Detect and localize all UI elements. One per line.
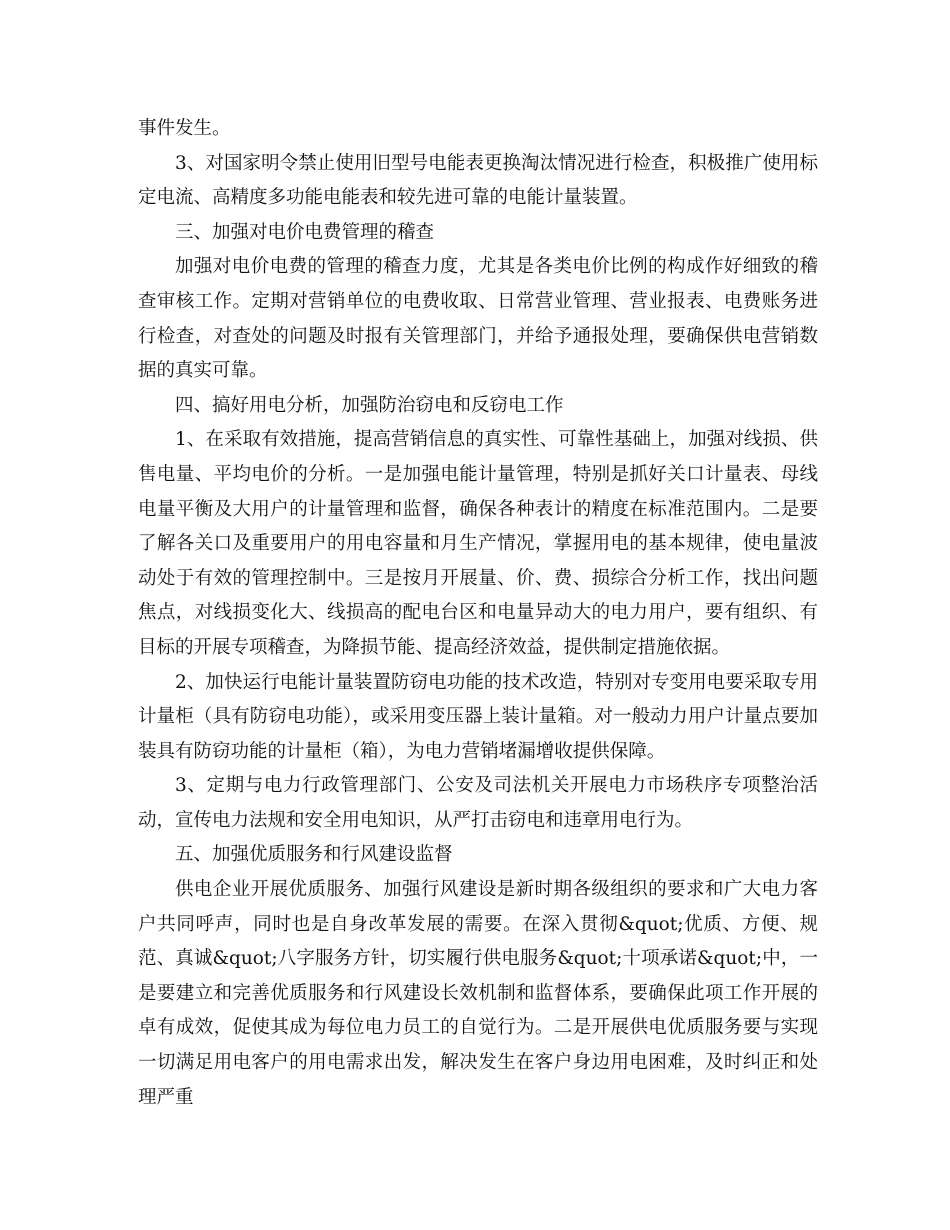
document-body (138, 112, 818, 1115)
paragraph-market-rectification: 3、定期与电力行政管理部门、公安及司法机关开展电力市场秩序专项整治活动，宣传电力法规和安全用电知识，从严打击窃电和违章用电行为。 (138, 775, 818, 831)
heading-section-four: 四、搞好用电分析，加强防治窃电和反窃电工作 (175, 394, 564, 416)
paragraph-anti-theft-upgrade: 2、加快运行电能计量装置防窃电功能的技术改造，特别对专变用电要采取专用计量柜（具有防窃电功能），或采用变压器上装计量箱。对一般动力用户计量点要加装具有防窃功能的计量柜（箱），为电力营销堵漏增收提供保障。 (138, 671, 818, 762)
paragraph-event-occurrence: 事件发生。 (138, 118, 231, 139)
paragraph-tariff-audit: 加强对电价电费的管理的稽查力度，尤其是各类电价比例的构成作好细致的稽查审核工作。定期对营销单位的电费收取、日常营业管理、营业报表、电费账务进行检查，对查处的问题及时报有关管理部门，并给予通报处理，要确保供电营销数据的真实可靠。 (138, 256, 818, 382)
heading-section-five: 五、加强优质服务和行风建设监督 (175, 844, 453, 866)
heading-section-three: 三、加强对电价电费管理的稽查 (175, 221, 435, 243)
paragraph-quality-service: 供电企业开展优质服务、加强行风建设是新时期各级组织的要求和广大电力客户共同呼声，同时也是自身改革发展的需要。在深入贯彻&quot;优质、方便、规范、真诚&quot;八字服务方针，切实履行供电服务&quot;十项承诺&quot;中，一是要建立和完善优质服务和行风建设长效机制和监督体系，要确保此项工作开展的卓有成效，促使其成为每位电力员工的自觉行为。二是开展供电优质服务要与实现一切满足用电客户的用电需求出发，解决发生在客户身边用电困难，及时纠正和处理严重 (138, 879, 818, 1108)
paragraph-meter-inspection: 3、对国家明令禁止使用旧型号电能表更换淘汰情况进行检查，积极推广使用标定电流、高精度多功能电能表和较先进可靠的电能计量装置。 (138, 152, 818, 209)
paragraph-usage-analysis: 1、在采取有效措施，提高营销信息的真实性、可靠性基础上，加强对线损、供售电量、平均电价的分析。一是加强电能计量管理，特别是抓好关口计量表、母线电量平衡及大用户的计量管理和监督，确保各种表计的精度在标准范围内。二是要了解各关口及重要用户的用电容量和月生产情况，掌握用电的基本规律，使电量波动处于有效的管理控制中。三是按月开展量、价、费、损综合分析工作，找出问题焦点，对线损变化大、线损高的配电台区和电量异动大的电力用户，要有组织、有目标的开展专项稽查，为降损节能、提高经济效益，提供制定措施依据。 (138, 429, 818, 658)
